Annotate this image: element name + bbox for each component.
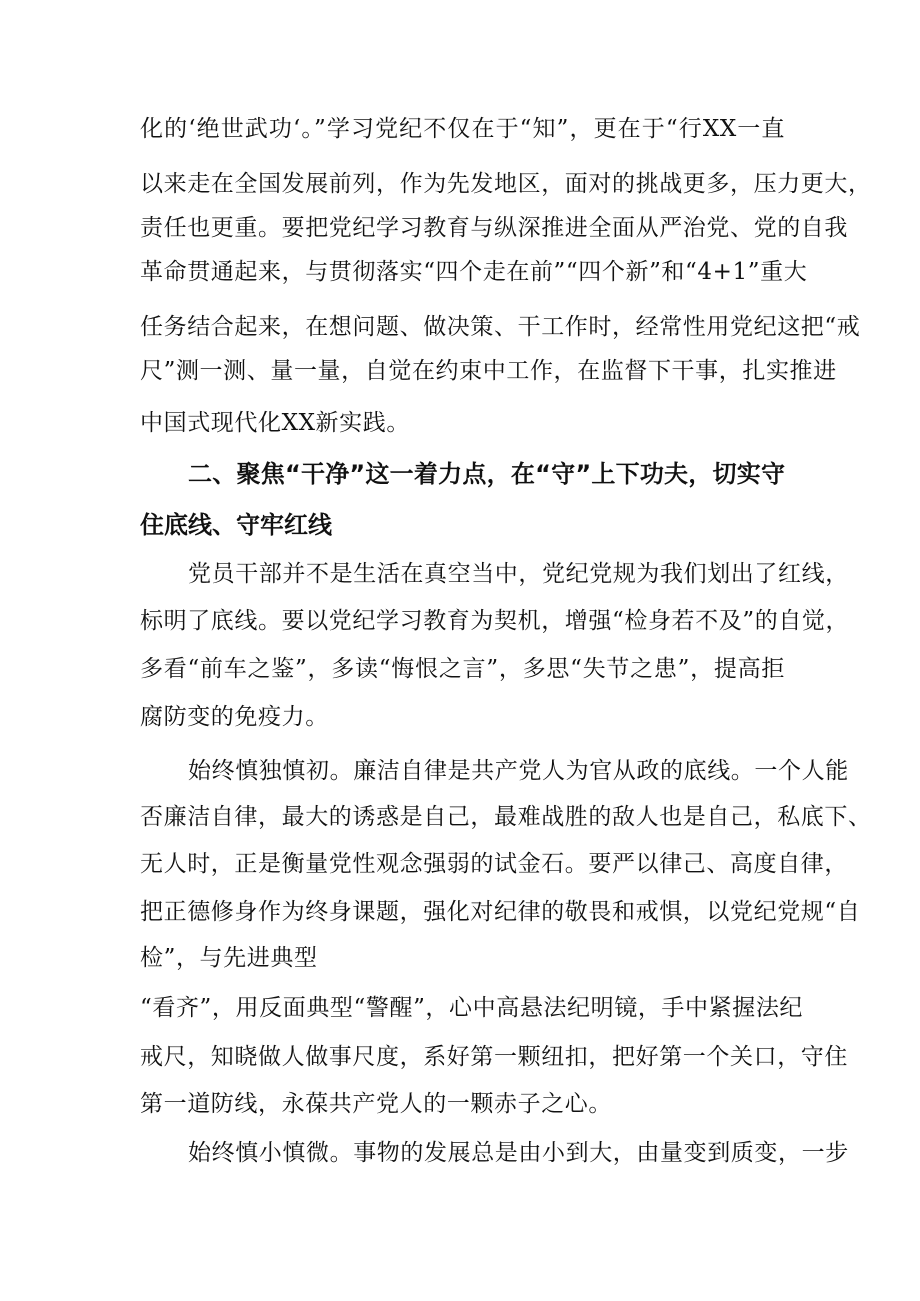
paragraph-line: 无人时，正是衡量党性观念强弱的试金石。要严以律己、高度自律， (140, 851, 848, 877)
paragraph-line: 以来走在全国发展前列，作为先发地区，面对的挑战更多，压力更大， (140, 171, 872, 197)
paragraph-line: 中国式现代化XX新实践。 (140, 410, 410, 436)
paragraph-line: 始终慎独慎初。廉洁自律是共产党人为官从政的底线。一个人能 (188, 758, 849, 784)
paragraph-line: 否廉洁自律，最大的诱惑是自己，最难战胜的敌人也是自己，私底下、 (140, 804, 872, 830)
paragraph-line: 把正德修身作为终身课题，强化对纪律的敬畏和戒惧，以党纪党规“自 (140, 899, 861, 925)
paragraph-line: 任务结合起来，在想问题、做决策、干工作时，经常性用党纪这把“戒 (140, 314, 861, 340)
paragraph-line: 腐防变的免疫力。 (140, 704, 329, 730)
paragraph-line: 化的‘绝世武功‘。”学习党纪不仅在于“知”，更在于“行XX一直 (140, 116, 785, 142)
paragraph-line: 尺”测一测、量一量，自觉在约束中工作，在监督下干事，扎实推进 (140, 358, 837, 384)
heading-line: 二、聚焦“干净”这一着力点，在“守”上下功夫，切实守 (188, 460, 785, 488)
paragraph-line: 责任也更重。要把党纪学习教育与纵深推进全面从严治党、党的自我 (140, 215, 848, 241)
heading-line: 住底线、守牢红线 (140, 511, 332, 539)
paragraph-line: 戒尺，知晓做人做事尺度，系好第一颗纽扣，把好第一个关口，守住 (140, 1044, 848, 1070)
paragraph-line: 检”，与先进典型 (140, 945, 318, 971)
paragraph-line: “看齐”，用反面典型“警醒”，心中高悬法纪明镜，手中紧握法纪 (140, 995, 804, 1021)
paragraph-line: 第一道防线，永葆共产党人的一颗赤子之心。 (140, 1091, 612, 1117)
paragraph-line: 标明了底线。要以党纪学习教育为契机，增强“检身若不及”的自觉， (140, 608, 850, 634)
paragraph-line: 革命贯通起来，与贯彻落实“四个走在前”“四个新”和“4+1”重大 (140, 259, 808, 285)
paragraph-line: 多看“前车之鉴”，多读“悔恨之言”，多思“失节之患”，提高拒 (140, 656, 785, 682)
paragraph-line: 党员干部并不是生活在真空当中，党纪党规为我们划出了红线， (188, 561, 849, 587)
paragraph-line: 始终慎小慎微。事物的发展总是由小到大，由量变到质变，一步 (188, 1140, 849, 1166)
